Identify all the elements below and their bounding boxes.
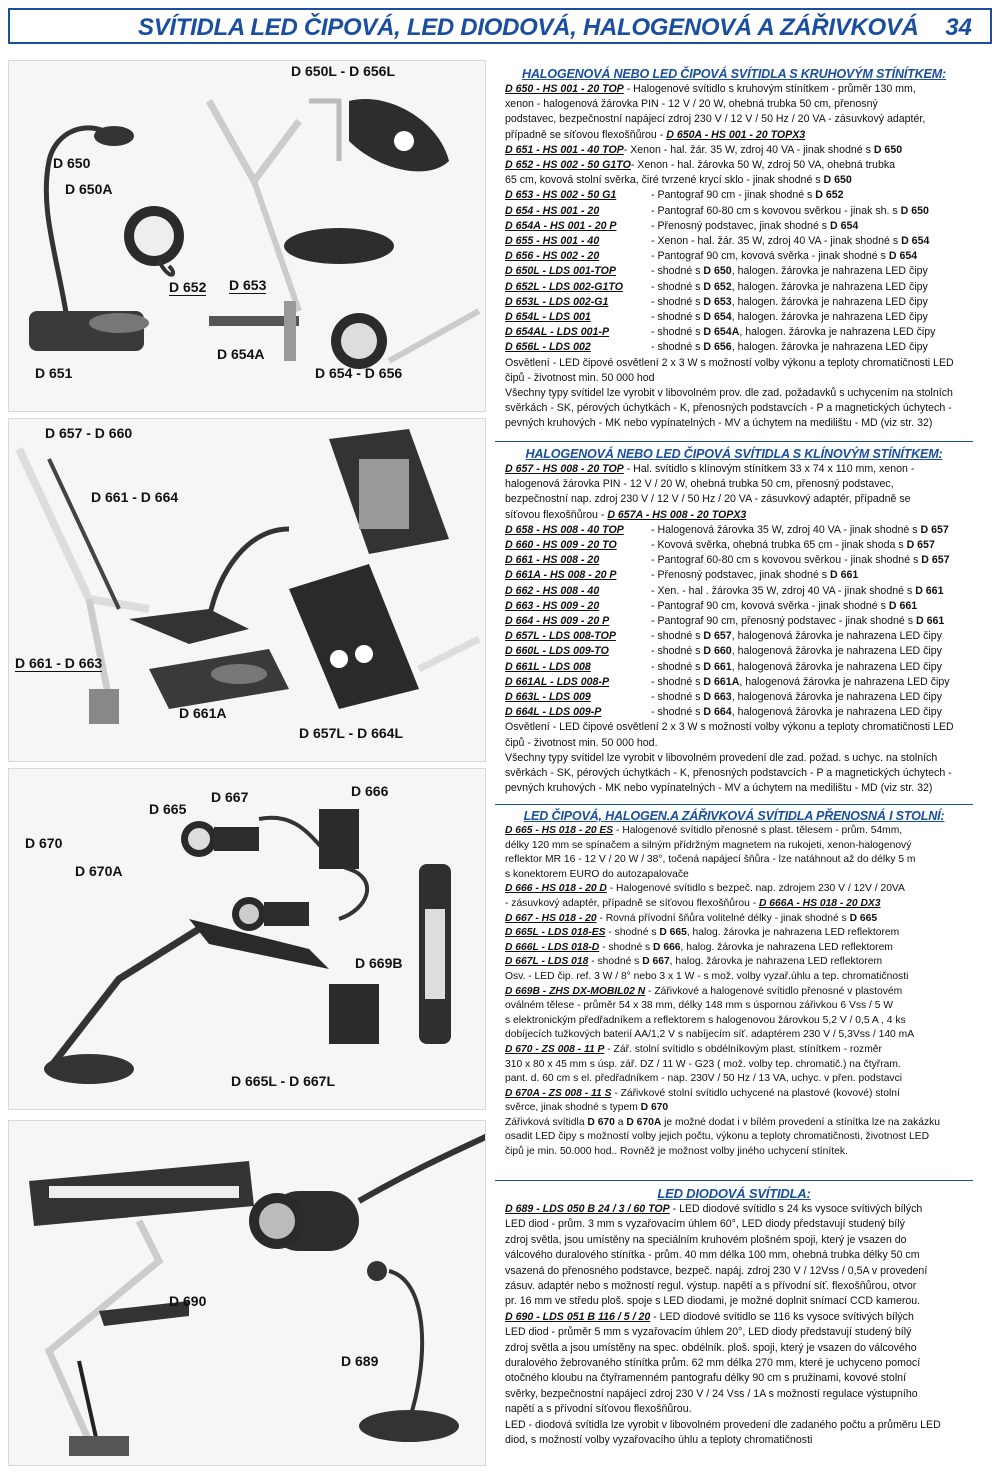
product-row: D 654 - HS 001 - 20 - Pantograf 60-80 cm s kovovou svěrkou - jinak sh. s D 650 xyxy=(505,204,929,217)
text-line: napětí a s přívodní síťovou flexošňůrou. xyxy=(505,1403,692,1416)
photo-led-diode-lamps xyxy=(8,1120,486,1466)
label-d654-d656: D 654 - D 656 xyxy=(315,365,403,381)
photo-portable-and-desk-lamps xyxy=(8,768,486,1110)
text-line: pr. 16 mm ve středu ploš. spoje s LED diodami, je možné doplnit snímací CCD kamerou. xyxy=(505,1295,921,1308)
intro-line-1: D 650 - HS 001 - 20 TOP - Halogenové svítidlo s kruhovým stínítkem - průměr 130 mm, xyxy=(505,83,916,95)
note-line: čipů - životnost min. 50 000 hod xyxy=(505,371,655,384)
product-code: D 665L - LDS 018-ES xyxy=(505,927,606,939)
product-code: D 657 - HS 008 - 20 TOP xyxy=(505,463,624,475)
text-line: oválném tělese - průměr 54 x 38 mm, délky 148 mm s úspornou zářivkou 6 Vss / 5 W xyxy=(505,1000,894,1012)
label-d669b: D 669B xyxy=(355,955,403,971)
intro-line-4: síťovou flexošňůrou - D 657A - HS 008 - 20 TOPX3 xyxy=(505,508,747,521)
product-row: D 653L - LDS 002-G1 - shodné s D 653, halogen. žárovka je nahrazena LED čipy xyxy=(505,295,928,308)
product-row: D 657L - LDS 008-TOP - shodné s D 657, halogenová žárovka je nahrazena LED čipy xyxy=(505,630,942,643)
product-code: D 665 - HS 018 - 20 ES xyxy=(505,825,614,836)
product-code: D 669B - ZHS DX-MOBIL02 N xyxy=(505,985,646,997)
text-line: zdroj světla, jsou umístěny na speciálním kruhovém plošném spoji, který je vsazen do xyxy=(505,1233,907,1246)
note-line: Všechny typy svítidel lze vyrobit v libovolném prov. dle zad. požadavků s uchycením na stolních xyxy=(505,387,953,400)
label-d661-d663: D 661 - D 663 xyxy=(15,655,103,671)
section-led-diode-body xyxy=(495,1202,973,1449)
product-row: D 652 - HS 002 - 50 G1TO - Xenon - hal. žárovka 50 W, zdroj 50 VA, ohebná trubka xyxy=(505,159,896,172)
text-line: 310 x 80 x 45 mm s úsp. zář. DZ / 11 W - G23 ( mož. volby tep. chromatič.) na čtyřram. xyxy=(505,1058,901,1070)
product-row: D 656L - LDS 002 - shodné s D 656, halogen. žárovka je nahrazena LED čipy xyxy=(505,341,928,354)
text-line: D 690 - LDS 051 B 116 / 5 / 20 - LED diodové svítidlo se 116 ks vysoce svítivých bílých xyxy=(505,1310,914,1323)
label-d689: D 689 xyxy=(341,1353,379,1369)
text-line: D 667L - LDS 018 - shodné s D 667, halog. žárovka je nahrazena LED reflektorem xyxy=(505,956,883,968)
label-d665: D 665 xyxy=(149,801,187,817)
section-title-led-diode: LED DIODOVÁ SVÍTIDLA: xyxy=(657,1186,811,1201)
product-row-wrap: 65 cm, kovová stolní svěrka, čiré tvrzené krycí sklo - jinak shodné s D 650 xyxy=(505,174,852,187)
note-line: pevných kruhových - MK nebo vypínatelných - MV a úchytem na medilištu - MD (viz str. 32) xyxy=(505,782,933,795)
text-line: D 669B - ZHS DX-MOBIL02 N - Zářivkové a halogenové svítidlo přenosné v plastovém xyxy=(505,985,903,997)
section-portable-desk xyxy=(495,804,973,1160)
text-line: osadit LED čipy s možností volby jejich počtu, výkonu a teploty chromatičnosti, životnost LED xyxy=(505,1131,930,1143)
product-row: D 661 - HS 008 - 20 - Pantograf 60-80 cm s kovovou svěrkou - jinak shodné s D 657 xyxy=(505,554,950,567)
photo-lamps-wedge-shade xyxy=(8,418,486,762)
page-number: 34 xyxy=(945,14,972,41)
intro-line-2: xenon - halogenová žárovka PIN - 12 V / 20 W, ohebná trubka 50 cm, přenosný xyxy=(505,98,878,111)
section-led-diode xyxy=(495,1180,973,1449)
text-line: LED - diodová svítidla lze vyrobit v libovolném provedení dle zadaného počtu a průměru LED xyxy=(505,1418,941,1431)
text-line: svěrky, bezpečnostní napájecí zdroj 230 V / 24 Vss / 1A s možností regulace výstupního xyxy=(505,1387,918,1400)
text-line: LED diod - průměr 5 mm s vyzařovacím úhlem 20°, LED diody představují studený bílý xyxy=(505,1326,912,1339)
product-row: D 655 - HS 001 - 40 - Xenon - hal. žár. 35 W, zdroj 40 VA - jinak shodné s D 654 xyxy=(505,235,930,248)
product-row: D 654L - LDS 001 - shodné s D 654, halogen. žárovka je nahrazena LED čipy xyxy=(505,311,928,324)
product-row: D 653 - HS 002 - 50 G1 - Pantograf 90 cm - jinak shodné s D 652 xyxy=(505,189,844,202)
note-line: pevných kruhových - MK nebo vypínatelných - MV a úchytem na medilištu - MD (viz str. 32) xyxy=(505,417,933,430)
intro-line-2: halogenová žárovka PIN - 12 V / 20 W, ohebná trubka 50 cm, přenosný podstavec, xyxy=(505,478,894,491)
note-line: svěrkách - SK, pérových úchytkách - K, přenosných podstavcích - P a magnetických úchytech - xyxy=(505,767,952,780)
text-line: LED diod - prům. 3 mm s vyzařovacím úhlem 60°, LED diody představují studený bílý xyxy=(505,1218,905,1231)
product-row: D 664 - HS 009 - 20 P - Pantograf 90 cm, přenosný podstavec - jinak shodné s D 661 xyxy=(505,615,945,628)
text-line: otočného kloubu na čtyřramenném pantografu délky 90 cm s pružinami, kovové stolní xyxy=(505,1372,907,1385)
product-row: D 658 - HS 008 - 40 TOP - Halogenová žárovka 35 W, zdroj 40 VA - jinak shodné s D 657 xyxy=(505,523,949,536)
note-line: Osvětlení - LED čipové osvětlení 2 x 3 W s možností volby výkonu a teploty chromatičnosti LED xyxy=(505,356,954,369)
text-line: diod, s možností volby vyzařovacího úhlu a teploty chromatičnosti xyxy=(505,1434,813,1447)
label-d650a: D 650A xyxy=(65,181,113,197)
label-d650l-d656l: D 650L - D 656L xyxy=(291,63,396,79)
product-code: D 650A - HS 001 - 20 TOPX3 xyxy=(666,128,806,141)
product-code: D 667L - LDS 018 xyxy=(505,956,589,968)
lamp-illustration-4 xyxy=(9,1121,486,1466)
label-d670: D 670 xyxy=(25,835,63,851)
text-line: Osv. - LED čip. ref. 3 W / 8° nebo 3 x 1 W - s mož. volby vyzař.úhlu a tep. chromatičnosti xyxy=(505,970,909,982)
product-code: D 657A - HS 008 - 20 TOPX3 xyxy=(607,508,747,521)
product-row: D 662 - HS 008 - 40 - Xen. - hal . žárovka 35 W, zdroj 40 VA - jinak shodné s D 661 xyxy=(505,584,944,597)
label-d661a: D 661A xyxy=(179,705,227,721)
product-row: D 663L - LDS 009 - shodné s D 663, halogenová žárovka je nahrazena LED čipy xyxy=(505,691,942,704)
lamp-illustration-3 xyxy=(9,769,486,1110)
label-d657-d660: D 657 - D 660 xyxy=(45,425,133,441)
label-d650: D 650 xyxy=(53,155,91,171)
product-code: D 670 - ZS 008 - 11 P xyxy=(505,1043,605,1055)
text-line: - zásuvkový adaptér, případně se síťovou flexošňůrou - D 666A - HS 018 - 20 DX3 xyxy=(505,897,881,909)
page-header xyxy=(8,8,992,44)
label-d661-d664: D 661 - D 664 xyxy=(91,489,179,505)
text-line: Zářivková svítidla D 670 a D 670A je možné dodat i v bílém provedení a stínítka lze na zakázku xyxy=(505,1116,941,1128)
note-line: Všechny typy svítidel lze vyrobit v libovolném provedení dle zad. požad. s uchyc. na stolních xyxy=(505,751,938,764)
product-code: D 666A - HS 018 - 20 DX3 xyxy=(759,897,881,909)
text-line: dobíjecích tužkových baterií AA/1,2 V s nabíjecím síť. adaptérem 230 V / 5,3Vss / 140 mA xyxy=(505,1029,915,1041)
product-row: D 656 - HS 002 - 20 - Pantograf 90 cm, kovová svěrka - jinak shodné s D 654 xyxy=(505,250,918,263)
text-line: D 667 - HS 018 - 20 - Rovná přívodní šňůra volitelné délky - jinak shodné s D 665 xyxy=(505,912,878,924)
product-row: D 660L - LDS 009-TO - shodné s D 660, halogenová žárovka je nahrazena LED čipy xyxy=(505,645,942,658)
section-round-shade xyxy=(495,66,973,432)
text-line: pant. d. 60 cm s el. předřadníkem - nap. 230V / 50 Hz / 13 VA, uchyc. v přen. podstavci xyxy=(505,1073,903,1085)
label-d666: D 666 xyxy=(351,783,389,799)
intro-line-1: D 657 - HS 008 - 20 TOP - Hal. svítidlo s klínovým stínítkem 33 x 74 x 110 mm, xenon - xyxy=(505,463,915,475)
section-title-portable: LED ČIPOVÁ, HALOGEN.A ZÁŘIVKOVÁ SVÍTIDLA PŘENOSNÁ I STOLNÍ: xyxy=(523,809,945,823)
label-d670a: D 670A xyxy=(75,863,123,879)
text-line: zásuv. adaptér nebo s možností regul. výstup. napětí a s přívodní síť. flexošňůrou, otvor xyxy=(505,1280,917,1293)
section-wedge-shade xyxy=(495,441,973,796)
label-d665l-d667l: D 665L - D 667L xyxy=(231,1073,336,1089)
product-code: D 689 - LDS 050 B 24 / 3 / 60 TOP xyxy=(505,1203,670,1215)
label-d667: D 667 xyxy=(211,789,249,805)
note-line: Osvětlení - LED čipové osvětlení 2 x 3 W s možností volby výkonu a teploty chromatičnosti LED xyxy=(505,721,954,734)
page-title: SVÍTIDLA LED ČIPOVÁ, LED DIODOVÁ, HALOGENOVÁ A ZÁŘIVKOVÁ xyxy=(138,14,919,41)
text-line: D 665 - HS 018 - 20 ES - Halogenové svítidlo přenosné s plast. tělesem - prům. 54mm, xyxy=(505,825,903,836)
product-code: D 690 - LDS 051 B 116 / 5 / 20 xyxy=(505,1310,651,1323)
label-d651: D 651 xyxy=(35,365,73,381)
label-d690: D 690 xyxy=(169,1293,207,1309)
text-line: s elektronickým předřadníkem a reflektorem s halogenovou žárovkou 5,2 V / 0,5 A , 4 ks xyxy=(505,1014,906,1026)
section-title-round: HALOGENOVÁ NEBO LED ČIPOVÁ SVÍTIDLA S KRUHOVÝM STÍNÍTKEM: xyxy=(521,67,947,81)
product-code: D 666 - HS 018 - 20 D xyxy=(505,883,607,895)
text-line: D 666 - HS 018 - 20 D - Halogenové svítidlo s bezpeč. nap. zdrojem 230 V / 12V / 20VA xyxy=(505,883,905,895)
text-line: válcového duralového stínítka - prům. 40 mm délka 100 mm, ohebná trubka délky 50 cm xyxy=(505,1249,920,1262)
text-line: duralového žebrovaného stínítka prům. 62 mm délka 270 mm, které je uchyceno pomocí xyxy=(505,1357,921,1370)
product-row: D 652L - LDS 002-G1TO - shodné s D 652, halogen. žárovka je nahrazena LED čipy xyxy=(505,280,928,293)
text-line: D 689 - LDS 050 B 24 / 3 / 60 TOP - LED diodové svítidlo s 24 ks vysoce svítivých bílých xyxy=(505,1203,923,1215)
section-portable-body xyxy=(495,824,973,1160)
text-line: délky 120 mm se spínačem a silným přídržným magnetem na rukojeti, xenon-halogenový xyxy=(505,839,912,851)
product-row: D 661AL - LDS 008-P - shodné s D 661A, halogenová žárovka je nahrazena LED čipy xyxy=(505,675,950,688)
product-row: D 661L - LDS 008 - shodné s D 661, halogenová žárovka je nahrazena LED čipy xyxy=(505,660,942,673)
product-row: D 654A - HS 001 - 20 P - Přenosný podstavec, jinak shodné s D 654 xyxy=(505,219,859,232)
text-line: D 665L - LDS 018-ES - shodné s D 665, halog. žárovka je nahrazena LED reflektorem xyxy=(505,927,900,939)
product-row: D 664L - LDS 009-P - shodné s D 664, halogenová žárovka je nahrazena LED čipy xyxy=(505,706,942,719)
text-line: reflektor MR 16 - 12 V / 20 W / 38°, točená napájecí šňůra - lze natáhnout až do délky 5 m xyxy=(505,854,916,866)
text-line: vsazená do přenosného podstavce, bezpeč. napáj. zdroj 230 V / 12Vss / 0,5A v provedení xyxy=(505,1264,928,1277)
text-line: D 666L - LDS 018-D - shodné s D 666, halog. žárovka je nahrazena LED reflektorem xyxy=(505,941,893,953)
product-row: D 660 - HS 009 - 20 TO - Kovová svěrka, ohebná trubka 65 cm - jinak shoda s D 657 xyxy=(505,539,935,552)
intro-line-4: případně se síťovou flexošňůrou - D 650A - HS 001 - 20 TOPX3 xyxy=(505,128,806,141)
label-d653: D 653 xyxy=(229,277,267,293)
note-line: svěrkách - SK, pérových úchytkách - K, přenosných podstavcích - P a magnetických úchytech - xyxy=(505,402,952,415)
text-line: čipů je min. 50.000 hod.. Rovněž je možnost volby jiného uchycení stínítek. xyxy=(505,1146,848,1158)
intro-line-3: bezpečnostní nap. zdroj 230 V / 12 V / 50 Hz / 20 VA - zásuvkový adaptér, případně se xyxy=(505,493,911,506)
product-code: D 667 - HS 018 - 20 xyxy=(505,912,597,924)
product-row: D 654AL - LDS 001-P - shodné s D 654A, halogen. žárovka je nahrazena LED čipy xyxy=(505,326,936,339)
intro-line-3: podstavec, bezpečnostní napájecí zdroj 230 V / 12 V / 50 Hz / 20 VA - zásuvkový adaptér, xyxy=(505,113,926,126)
text-line: zdroj světla a jsou umístěny na spec. obdélník. ploš. spoji, který je vsazen do válcového xyxy=(505,1341,917,1354)
product-row: D 650L - LDS 001-TOP - shodné s D 650, halogen. žárovka je nahrazena LED čipy xyxy=(505,265,928,278)
product-code: D 650 - HS 001 - 20 TOP xyxy=(505,83,624,95)
product-row: D 663 - HS 009 - 20 - Pantograf 90 cm, kovová svěrka - jinak shodné s D 661 xyxy=(505,599,918,612)
text-line: D 670 - ZS 008 - 11 P - Zář. stolní svítidlo s obdélníkovým plast. stínítkem - rozměr xyxy=(505,1043,882,1055)
text-line: s konektorem EURO do autozapalovače xyxy=(505,868,689,880)
photo-lamps-round-shade xyxy=(8,60,486,412)
text-line: D 670A - ZS 008 - 11 S - Zářivkové stolní svítidlo uchycené na plastové (kovové) stolní xyxy=(505,1087,900,1099)
product-row: D 651 - HS 001 - 40 TOP - Xenon - hal. žár. 35 W, zdroj 40 VA - jinak shodné s D 650 xyxy=(505,143,903,156)
lamp-illustration-2 xyxy=(9,419,486,762)
note-line: čipů - životnost min. 50 000 hod. xyxy=(505,736,658,749)
product-code: D 666L - LDS 018-D xyxy=(505,941,600,953)
label-d654a: D 654A xyxy=(217,346,265,362)
text-line: svěrce, jinak shodné s typem D 670 xyxy=(505,1102,669,1114)
label-d657l-d664l: D 657L - D 664L xyxy=(299,725,404,741)
product-row: D 661A - HS 008 - 20 P - Přenosný podstavec, jinak shodné s D 661 xyxy=(505,569,859,582)
product-code: D 670A - ZS 008 - 11 S xyxy=(505,1087,612,1099)
section-title-wedge: HALOGENOVÁ NEBO LED ČIPOVÁ SVÍTIDLA S KLÍNOVÝM STÍNÍTKEM: xyxy=(525,447,943,461)
label-d652: D 652 xyxy=(169,279,207,295)
